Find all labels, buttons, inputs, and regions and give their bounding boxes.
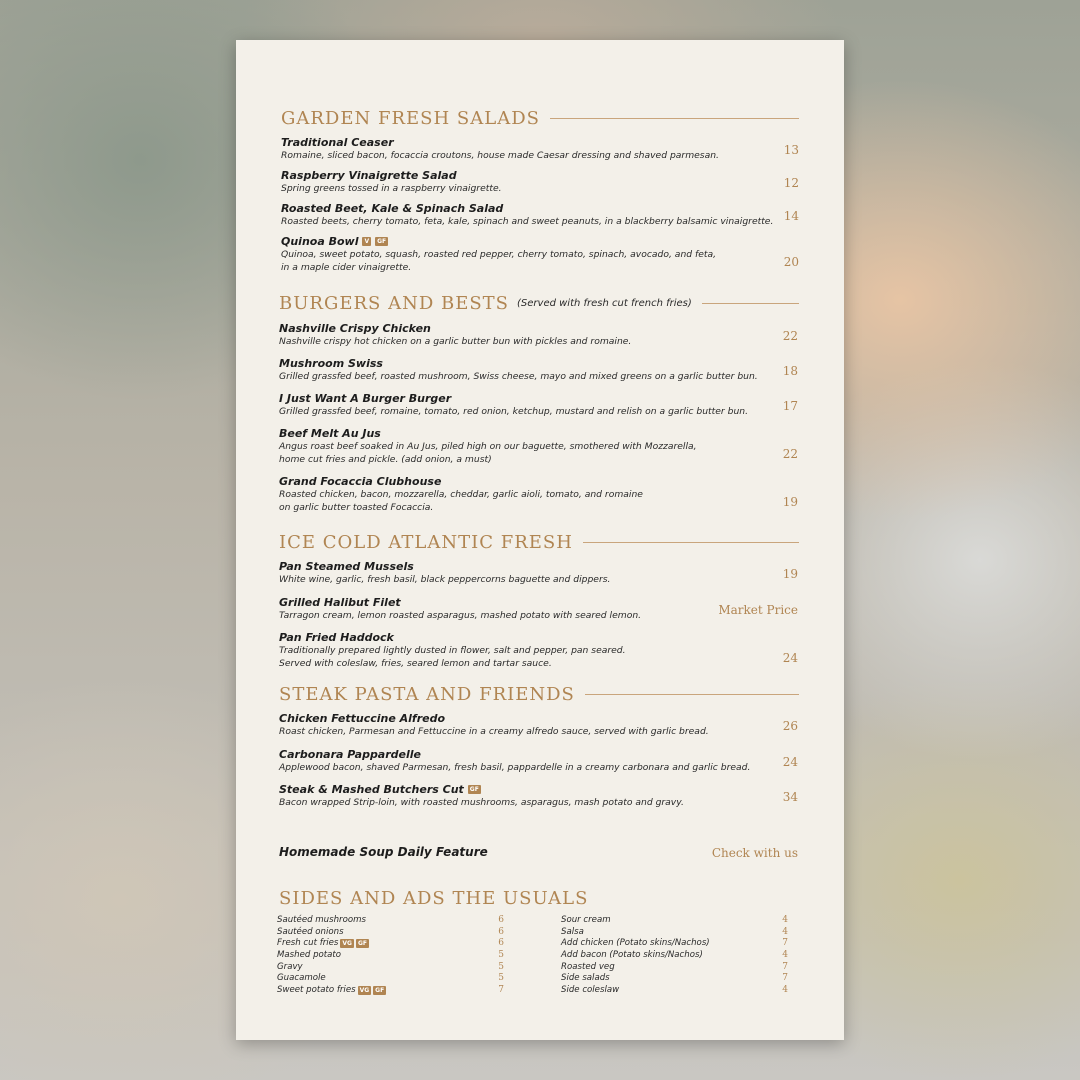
sides-right-column <box>561 915 788 997</box>
menu-item-description: home cut fries and pickle. (add onion, a must) <box>279 454 492 465</box>
menu-item-name <box>279 560 610 573</box>
section-divider <box>585 694 799 695</box>
badge-v-icon: V <box>364 238 370 245</box>
menu-item <box>281 169 502 195</box>
side-item-name-text: Sautéed onions <box>277 926 344 937</box>
menu-item-name <box>279 357 758 370</box>
side-item <box>561 985 788 997</box>
menu-item-name-text: Pan Fried Haddock <box>279 631 394 644</box>
menu-item-price: 26 <box>782 719 798 733</box>
menu-item-price: 34 <box>782 790 798 804</box>
side-item <box>561 927 788 939</box>
menu-item-name-text: Raspberry Vinaigrette Salad <box>281 169 457 182</box>
menu-item-description: Applewood bacon, shaved Parmesan, fresh basil, pappardelle in a creamy carbonara and garlic bread. <box>279 762 751 773</box>
menu-item-name <box>279 783 684 796</box>
side-item-name <box>561 950 703 960</box>
menu-item-name <box>281 136 719 149</box>
section-title-text: GARDEN FRESH SALADS <box>281 108 540 129</box>
section-title-text: SIDES AND ADS THE USUALS <box>279 888 589 909</box>
menu-item <box>279 322 631 348</box>
menu-item-name <box>279 748 750 761</box>
menu-item-name-text: Carbonara Pappardelle <box>279 748 421 761</box>
section-title-text: STEAK PASTA AND FRIENDS <box>279 684 575 705</box>
badge-gf-icon: GF <box>469 786 479 793</box>
menu-item-name-text: Traditional Ceaser <box>281 136 394 149</box>
menu-item-name <box>279 392 748 405</box>
menu-item-price: 13 <box>783 143 799 157</box>
menu-item <box>279 631 626 670</box>
soup-feature-price: Check with us <box>711 846 798 860</box>
menu-item-description: Quinoa, sweet potato, squash, roasted red pepper, cherry tomato, spinach, avocado, and feta, <box>281 249 717 260</box>
menu-item-price: 20 <box>783 255 799 269</box>
section-title-salads <box>281 108 799 129</box>
menu-item <box>279 560 610 586</box>
menu-item-description: Tarragon cream, lemon roasted asparagus, mashed potato with seared lemon. <box>279 610 642 621</box>
section-divider <box>550 118 799 119</box>
menu-item-price: Market Price <box>718 603 798 617</box>
side-item-price: 6 <box>498 915 504 925</box>
side-item <box>561 973 788 985</box>
side-item-price: 5 <box>498 973 504 984</box>
side-item-name <box>561 973 610 983</box>
menu-item-description: Bacon wrapped Strip-loin, with roasted mushrooms, asparagus, mash potato and gravy. <box>279 797 684 808</box>
menu-item-name <box>279 596 641 609</box>
menu-item-description: in a maple cider vinaigrette. <box>281 262 412 273</box>
section-title-text: ICE COLD ATLANTIC FRESH <box>279 532 573 553</box>
menu-item <box>279 392 748 418</box>
side-item-name <box>561 962 615 972</box>
menu-item-description: Angus roast beef soaked in Au Jus, piled high on our baguette, smothered with Mozzarella, <box>279 441 697 452</box>
menu-item-name-text: Grilled Halibut Filet <box>279 596 401 609</box>
section-title-sides <box>279 888 588 909</box>
side-item-name <box>277 927 344 937</box>
menu-card <box>236 40 844 1040</box>
side-item-name-text: Roasted veg <box>561 961 615 972</box>
side-item <box>561 915 788 927</box>
menu-item-price: 18 <box>782 364 798 378</box>
menu-item-price: 12 <box>783 176 799 190</box>
menu-item-name-text: Quinoa Bowl <box>281 235 359 248</box>
soup-feature-name: Homemade Soup Daily Feature <box>279 845 488 859</box>
side-item-name-text: Salsa <box>561 926 584 937</box>
side-item-name-text: Gravy <box>277 961 303 972</box>
side-item-name <box>277 973 326 983</box>
side-item-name-text: Guacamole <box>277 973 326 984</box>
menu-item-name <box>279 712 709 725</box>
menu-item <box>279 357 758 383</box>
side-item-name-text: Sour cream <box>561 915 611 925</box>
menu-item-description: Roasted beets, cherry tomato, feta, kale, spinach and sweet peanuts, in a blackberry balsamic vinaigrette. <box>281 216 774 227</box>
menu-item-price: 14 <box>783 209 799 223</box>
side-item <box>561 962 788 974</box>
menu-item-name <box>281 235 716 248</box>
side-item-price: 5 <box>498 961 504 972</box>
menu-item-name-text: Steak & Mashed Butchers Cut <box>279 783 464 796</box>
menu-item-name-text: Roasted Beet, Kale & Spinach Salad <box>281 202 504 215</box>
side-item-name-text: Sautéed mushrooms <box>277 915 366 925</box>
badge-vg-icon: VG <box>342 939 352 947</box>
badge-gf-icon: GF <box>357 939 368 947</box>
side-item-price: 6 <box>498 938 504 949</box>
side-item <box>277 938 504 950</box>
side-item-price: 5 <box>498 950 504 961</box>
side-item <box>277 927 504 939</box>
side-item <box>277 973 504 985</box>
menu-item-price: 17 <box>782 399 798 413</box>
side-item-name <box>561 927 584 937</box>
side-item-price: 4 <box>782 985 788 996</box>
menu-item-name <box>279 427 697 440</box>
side-item-price: 4 <box>782 950 788 961</box>
side-item-name-text: Mashed potato <box>277 950 342 961</box>
side-item-name <box>277 938 369 948</box>
menu-item <box>279 712 709 738</box>
menu-item-description: on garlic butter toasted Focaccia. <box>279 502 434 513</box>
side-item-price: 4 <box>782 926 788 937</box>
menu-item-name-text: Pan Steamed Mussels <box>279 560 414 573</box>
badge-gf-icon: GF <box>375 986 385 994</box>
side-item <box>561 938 788 950</box>
menu-item-description: Nashville crispy hot chicken on a garlic butter bun with pickles and romaine. <box>279 336 632 347</box>
menu-item-name-text: Grand Focaccia Clubhouse <box>279 475 442 488</box>
menu-item-name <box>281 202 773 215</box>
menu-item-price: 24 <box>782 755 798 769</box>
section-title-atlantic <box>279 532 799 553</box>
side-item-price: 7 <box>782 961 788 972</box>
menu-item-name <box>279 475 643 488</box>
menu-item-name-text: Chicken Fettuccine Alfredo <box>279 712 446 725</box>
menu-item-price: 19 <box>782 495 798 509</box>
menu-item-name-text: I Just Want A Burger Burger <box>279 392 452 405</box>
side-item-name <box>277 915 366 925</box>
menu-item-description: Traditionally prepared lightly dusted in flower, salt and pepper, pan seared. <box>279 645 626 656</box>
side-item-name-text: Side salads <box>561 973 610 984</box>
menu-item <box>281 235 716 274</box>
section-note: (Served with fresh cut french fries) <box>517 298 692 309</box>
menu-item-price: 22 <box>782 329 798 343</box>
sides-left-column <box>277 915 504 997</box>
section-divider <box>702 303 799 304</box>
badge-gf-icon: GF <box>377 238 387 245</box>
menu-item-description: White wine, garlic, fresh basil, black peppercorns baguette and dippers. <box>279 574 611 585</box>
menu-item-name <box>281 169 502 182</box>
menu-item-description: Spring greens tossed in a raspberry vinaigrette. <box>281 183 502 194</box>
badge-vg-icon: VG <box>359 986 370 994</box>
section-title-steak <box>279 684 799 705</box>
menu-item <box>279 596 641 622</box>
menu-item-description: Grilled grassfed beef, roasted mushroom, Swiss cheese, mayo and mixed greens on a garlic butter bun. <box>279 371 758 382</box>
menu-item-name-text: Beef Melt Au Jus <box>279 427 381 440</box>
side-item-name <box>561 938 710 948</box>
menu-item <box>281 136 719 162</box>
menu-item <box>281 202 773 228</box>
side-item-price: 6 <box>498 926 504 937</box>
side-item-name <box>277 985 386 995</box>
menu-item-description: Roast chicken, Parmesan and Fettuccine in a creamy alfredo sauce, served with garlic bread. <box>279 726 709 737</box>
side-item-name-text: Add chicken (Potato skins/Nachos) <box>561 938 710 949</box>
menu-item-name <box>279 322 631 335</box>
side-item <box>561 950 788 962</box>
menu-item <box>279 475 643 514</box>
side-item <box>277 950 504 962</box>
side-item <box>277 915 504 927</box>
menu-item <box>279 748 750 774</box>
section-divider <box>583 542 799 543</box>
menu-item-description: Roasted chicken, bacon, mozzarella, cheddar, garlic aioli, tomato, and romaine <box>279 489 643 500</box>
menu-item <box>279 783 684 809</box>
side-item-name <box>561 915 611 925</box>
side-item <box>277 985 504 997</box>
side-item-price: 4 <box>782 915 788 925</box>
section-title-burgers <box>279 293 799 314</box>
menu-item-price: 22 <box>782 447 798 461</box>
menu-item-name-text: Nashville Crispy Chicken <box>279 322 431 335</box>
menu-item-description: Served with coleslaw, fries, seared lemon and tartar sauce. <box>279 658 552 669</box>
menu-item-price: 24 <box>782 651 798 665</box>
side-item-name-text: Fresh cut fries <box>277 938 339 949</box>
side-item-name-text: Side coleslaw <box>561 985 620 996</box>
side-item-name <box>277 962 303 972</box>
menu-item <box>279 427 697 466</box>
menu-item-price: 19 <box>782 567 798 581</box>
side-item-name-text: Add bacon (Potato skins/Nachos) <box>561 950 703 961</box>
side-item <box>277 962 504 974</box>
side-item-name <box>277 950 341 960</box>
menu-item-name <box>279 631 626 644</box>
side-item-price: 7 <box>782 973 788 984</box>
side-item-price: 7 <box>782 938 788 949</box>
menu-item-description: Grilled grassfed beef, romaine, tomato, red onion, ketchup, mustard and relish on a garlic butter bun. <box>279 406 749 417</box>
side-item-name <box>561 985 619 995</box>
section-title-text: BURGERS AND BESTS <box>279 293 510 314</box>
side-item-price: 7 <box>498 985 504 996</box>
side-item-name-text: Sweet potato fries <box>277 985 356 996</box>
menu-item-description: Romaine, sliced bacon, focaccia croutons, house made Caesar dressing and shaved parmesan. <box>281 150 719 161</box>
menu-item-name-text: Mushroom Swiss <box>279 357 383 370</box>
